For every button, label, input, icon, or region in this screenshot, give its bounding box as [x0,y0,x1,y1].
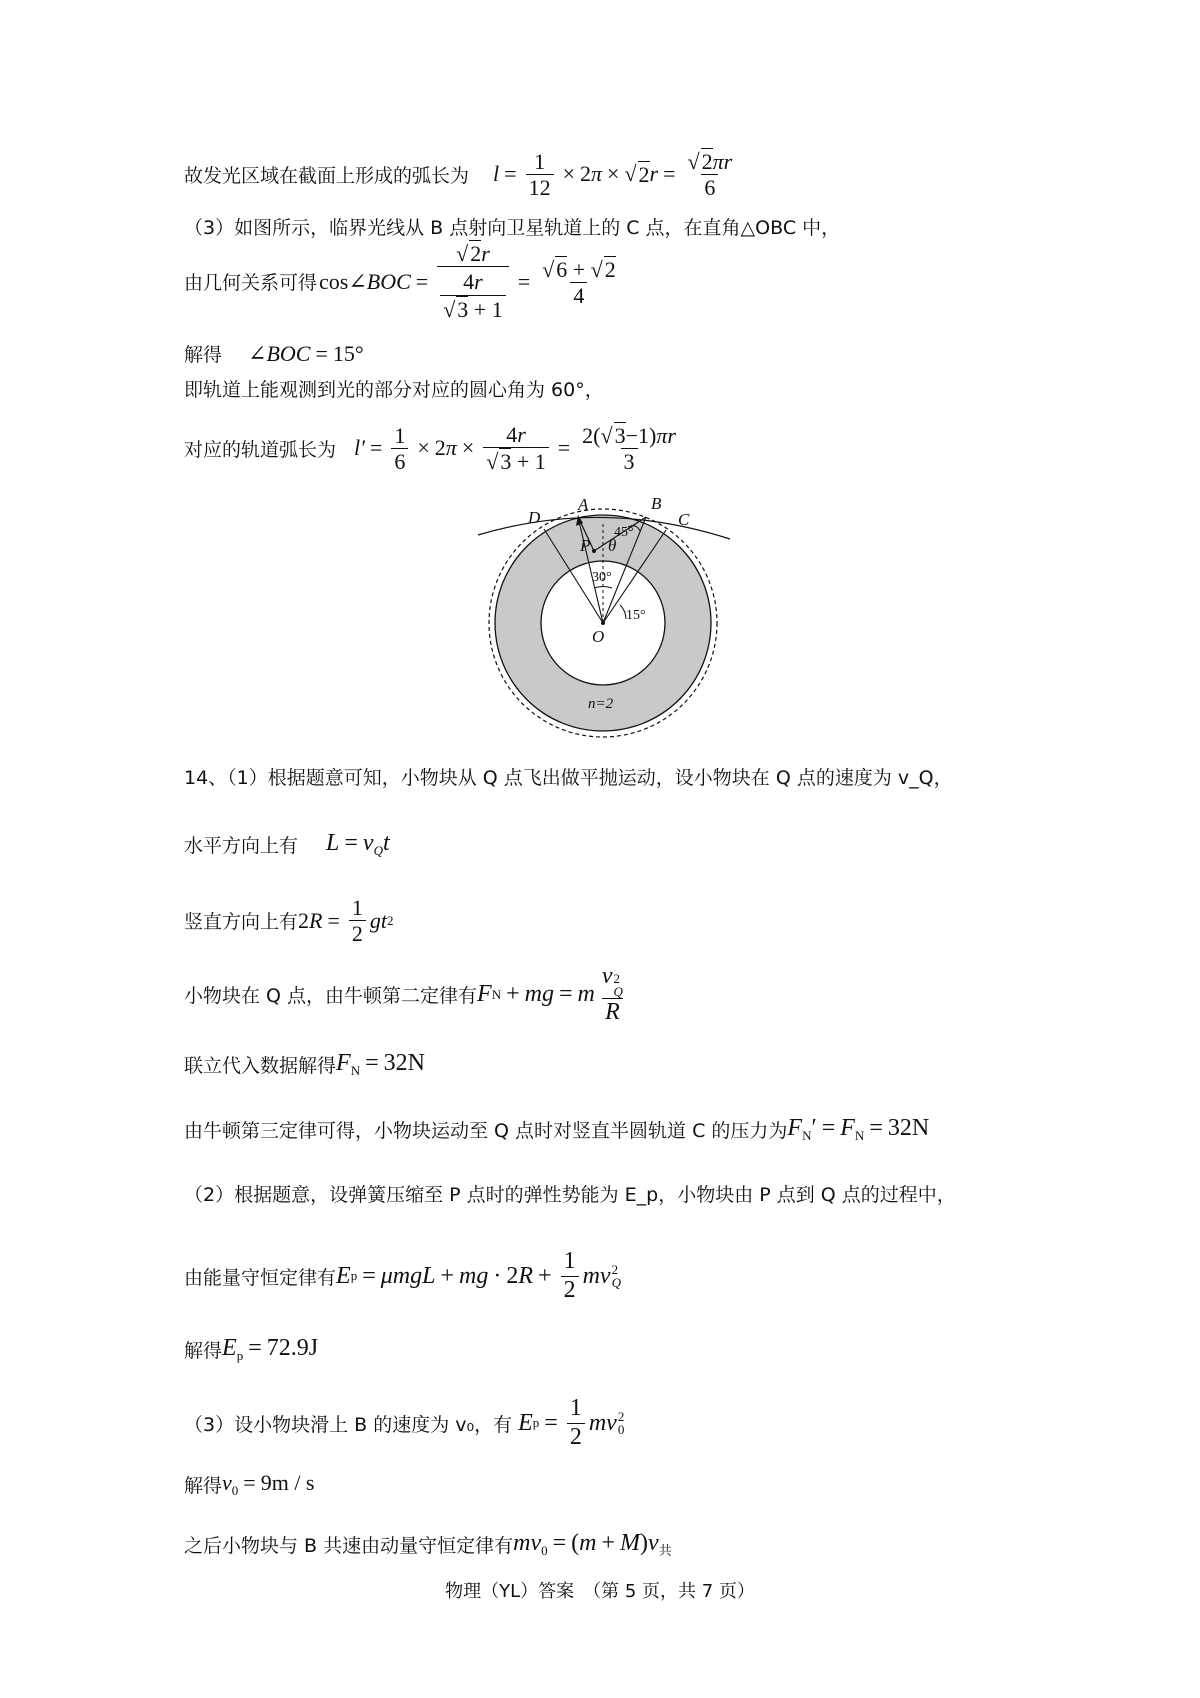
q14-p9-line [184,1335,318,1364]
q14-p12-line [184,1530,672,1559]
label-D: D [528,508,541,527]
label-A: A [578,495,589,514]
q14-p6-line [184,1115,929,1144]
label-P: P [580,536,591,555]
q14-p5-line [184,1050,425,1079]
angle-result-text: 解得 [184,344,223,366]
label-30: 30° [592,570,612,585]
cos-formula: cos∠ BOC = $\frac{√2r}{\frac{4r}{√3 + 1}}$ = $\frac{√6 + √2}{4}$ [319,240,623,324]
q14-p5-text: 联立代入数据解得 [184,1055,337,1077]
arc-length-line [184,148,739,201]
q14-p10-line [184,1395,624,1451]
satellite-orbit-figure [468,493,738,743]
q14-p12-formula: $mv_0 = (m + M)v_共$ [513,1530,672,1559]
arc-length-text: 故发光区域在截面上形成的弧长为 [184,164,470,187]
orbit-arc-formula: l′ = $\frac{1}{6}$ × 2 π × $\frac{4r}{√3 + 1}$ = $\frac{2(√3-1)\pi r}{3}$ [354,422,676,475]
q14-p2-line [184,830,390,859]
label-15: 15° [626,608,646,623]
page-footer [0,1577,1200,1603]
cos-text: 由几何关系可得 [184,272,318,295]
angle-result-formula: ∠BOC = 15° [248,340,364,366]
arc-length-formula: l = $\frac{1}{12}$ × 2 π × √ 2 r = $\frac{√2\pi r}{6}$ [493,148,733,201]
q14-p7-line [184,1180,956,1207]
q14-p8-formula: E p = μmgL + mg · 2 R + $\frac{1}{2}$ mv 2 Q [336,1248,621,1303]
angle-result-line [184,340,364,367]
q14-p8-line [184,1248,621,1304]
q14-p10-text: （3）设小物块滑上 B 的速度为 v₀，有 [184,1413,513,1436]
q14-p3-formula: 2 R = $\frac{1}{2}$ gt 2 [298,895,394,947]
q14-p1-line [184,763,953,790]
label-B: B [651,494,662,513]
orbit-arc-line [184,422,683,475]
section-3-text: （3）如图所示，临界光线从 B 点射向卫星轨道上的 C 点，在直角△OBC 中， [184,217,841,239]
q14-p5-formula: $F_N = 32N$ [336,1050,425,1078]
q14-p8-text: 由能量守恒定律有 [184,1266,337,1289]
label-theta: θ [608,536,617,555]
q14-p11-line [184,1470,315,1499]
label-O: O [592,627,605,646]
q14-p2-formula: $L = v_Qt$ [326,830,390,858]
q14-p4-formula: F N + mg = m v 2 Q R [477,963,623,1025]
cos-line [184,240,623,324]
q14-p6-text: 由牛顿第三定律可得，小物块运动至 Q 点时对竖直半圆轨道 C 的压力为 [184,1120,788,1142]
orbit-arc-text: 对应的轨道弧长为 [184,438,337,461]
q14-p3-line [184,895,394,947]
q14-p12-text: 之后小物块与 B 共速由动量守恒定律有 [184,1535,514,1557]
page-footer-text: 物理（YL）答案 （第 5 页，共 7 页） [445,1581,755,1602]
q14-p9-text: 解得 [184,1340,223,1362]
label-C: C [678,510,690,529]
label-n: n=2 [588,696,614,712]
central-angle-line [184,375,604,402]
point-O [601,621,605,625]
q14-p7-text: （2）根据题意，设弹簧压缩至 P 点时的弹性势能为 E_p，小物块由 P 点到 Q 点的过程中， [184,1184,956,1206]
label-45: 45° [614,525,634,540]
q14-p9-formula: $E_p = 72.9J$ [222,1335,319,1363]
q14-p11-text: 解得 [184,1475,223,1497]
section-3-line [184,213,840,240]
q14-p1-text: 14、（1）根据题意可知，小物块从 Q 点飞出做平抛运动，设小物块在 Q 点的速度为 v_Q， [184,767,953,789]
central-angle-text: 即轨道上能观测到光的部分对应的圆心角为 60°， [184,379,604,401]
q14-p11-formula: $v_0 = 9m / s$ [222,1470,315,1498]
point-P [592,549,596,553]
q14-p2-text: 水平方向上有 [184,835,299,857]
q14-p4-line [184,963,630,1027]
q14-p10-formula: E p = $\frac{1}{2}$ mv 2 0 [518,1395,625,1450]
q14-p6-formula: $F_N' = F_N = 32N$ [787,1115,930,1143]
q14-p4-text: 小物块在 Q 点，由牛顿第二定律有 [184,985,478,1008]
q14-p3-text: 竖直方向上有 [184,911,299,934]
